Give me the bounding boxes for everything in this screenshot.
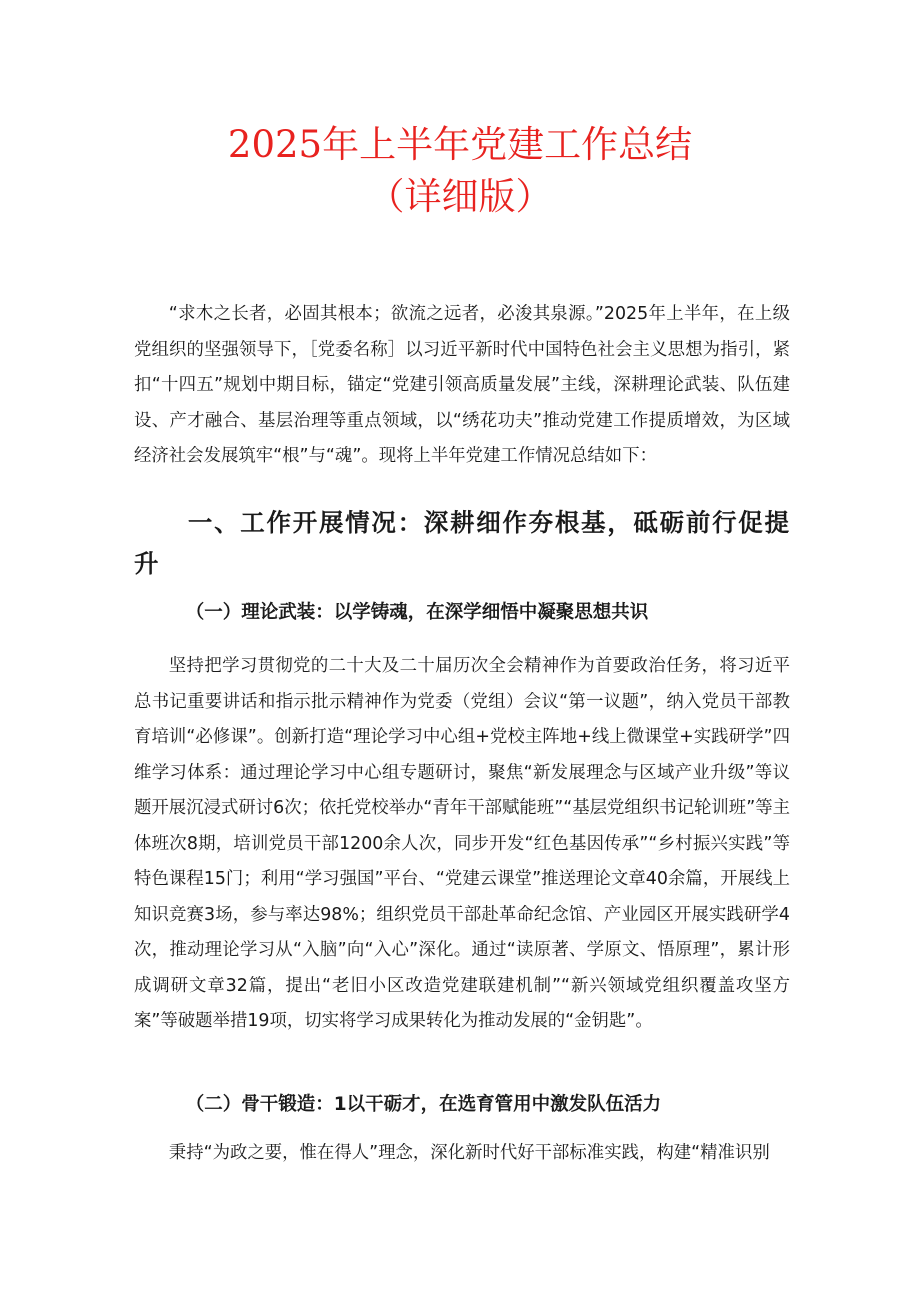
section-1-heading: 一、工作开展情况：深耕细作夯根基，砥砺前行促提升 xyxy=(134,508,790,578)
subsection-2-heading: （二）骨干锻造：1以干砺才，在选育管用中激发队伍活力 xyxy=(185,1094,662,1115)
document-title: 2025年上半年党建工作总结 xyxy=(227,123,693,166)
intro-paragraph: “求木之长者，必固其根本；欲流之远者，必浚其泉源。”2025年上半年，在上级党组织的坚强领导下，［党委名称］以习近平新时代中国特色社会主义思想为指引，紧扣“十四五”规划中期目标，锚定“党建引领高质量发展”主线，深耕理论武装、队伍建设、产才融合、基层治理等重点领域，以“绣花功夫”推动党建工作提质增效，为区域经济社会发展筑牢“根”与“魂”。现将上半年党建工作情况总结如下： xyxy=(134,304,790,466)
document-subtitle: （详细版） xyxy=(367,175,553,218)
subsection-1-paragraph: 坚持把学习贯彻党的二十大及二十届历次全会精神作为首要政治任务，将习近平总书记重要讲话和指示批示精神作为党委（党组）会议“第一议题”，纳入党员干部教育培训“必修课”。创新打造“理论学习中心组+党校主阵地+线上微课堂+实践研学”四维学习体系：通过理论学习中心组专题研讨，聚焦“新发展理念与区域产业升级”等议题开展沉浸式研讨6次；依托党校举办“青年干部赋能班”“基层党组织书记轮训班”等主体班次8期，培训党员干部1200余人次，同步开发“红色基因传承”“乡村振兴实践”等特色课程15门；利用“学习强国”平台、“党建云课堂”推送理论文章40余篇，开展线上知识竞赛3场，参与率达98%；组织党员干部赴革命纪念馆、产业园区开展实践研学4次，推动理论学习从“入脑”向“入心”深化。通过“读原著、学原文、悟原理”，累计形成调研文章32篇，提出“老旧小区改造党建联建机制”“新兴领域党组织覆盖攻坚方案”等破题举措19项，切实将学习成果转化为推动发展的“金钥匙”。 xyxy=(134,656,790,1031)
subsection-2-paragraph: 秉持“为政之要，惟在得人”理念，深化新时代好干部标准实践，构建“精准识别 xyxy=(168,1143,770,1163)
subsection-1-heading: （一）理论武装：以学铸魂，在深学细悟中凝聚思想共识 xyxy=(185,602,649,623)
